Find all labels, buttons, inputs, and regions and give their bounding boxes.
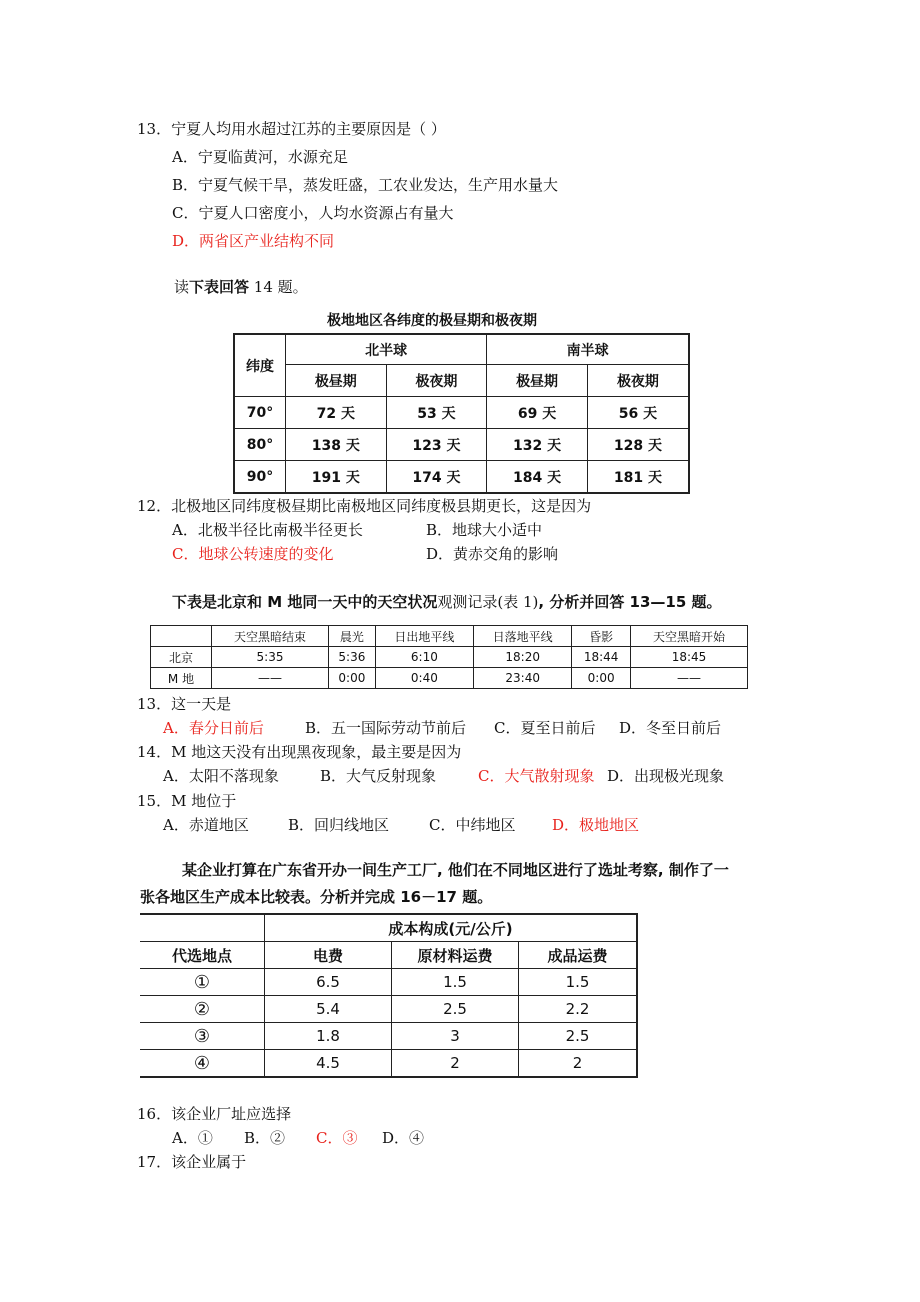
table-cell: ④ — [140, 1050, 265, 1078]
table-row — [140, 969, 637, 996]
south-night-header: 极夜期 — [587, 365, 689, 397]
table-row — [234, 397, 689, 429]
table-cell: 90° — [234, 461, 286, 494]
table-cell: ① — [140, 969, 265, 996]
table-cell: 5:36 — [329, 647, 376, 668]
table-cell: 23:40 — [474, 668, 572, 689]
q13a-stem: 13．宁夏人均用水超过江苏的主要原因是（ ） — [137, 120, 446, 138]
table-row — [140, 1023, 637, 1050]
table-cell: 2.5 — [392, 996, 519, 1023]
cost-group-header: 成本构成(元/公斤) — [265, 914, 638, 942]
north-day-header: 极昼期 — [286, 365, 387, 397]
table-header — [151, 626, 212, 647]
q13b-option-b: B．五一国际劳动节前后 — [305, 719, 467, 737]
sky-intro-bold1: 下表是北京和 M 地同一天中的天空状况 — [172, 593, 438, 611]
q15-option-b: B．回归线地区 — [288, 816, 390, 834]
read-intro-bold: 下表回答 — [189, 278, 250, 296]
factory-intro-line2: 张各地区生产成本比较表。分析并完成 16－17 题。 — [140, 888, 493, 906]
table-row — [151, 668, 748, 689]
q16-option-d: D．④ — [382, 1129, 425, 1147]
cost-table — [140, 913, 638, 1078]
table-cell: 18:20 — [474, 647, 572, 668]
table-cell: 北京 — [151, 647, 212, 668]
q12-option-d: D．黄赤交角的影响 — [426, 545, 559, 563]
sky-intro — [172, 591, 722, 612]
table-cell: 18:44 — [572, 647, 631, 668]
q12-option-c: C．地球公转速度的变化 — [172, 545, 334, 563]
table-cell: 80° — [234, 429, 286, 461]
table-cell: 1.5 — [519, 969, 638, 996]
q12-stem: 12．北极地区同纬度极昼期比南极地区同纬度极县期更长，这是因为 — [137, 497, 592, 515]
q16-stem: 16．该企业厂址应选择 — [137, 1105, 292, 1123]
table-cell: 56 天 — [587, 397, 689, 429]
table-cell: —— — [630, 668, 747, 689]
table-cell: 5.4 — [265, 996, 392, 1023]
table-cell: 1.5 — [392, 969, 519, 996]
q14-stem: 14．M 地这天没有出现黑夜现象，最主要是因为 — [137, 743, 462, 761]
table-row — [234, 429, 689, 461]
sky-intro-plain: 观测记录(表 1) — [437, 593, 539, 611]
lat-header: 纬度 — [234, 334, 286, 397]
south-day-header: 极昼期 — [487, 365, 588, 397]
factory-intro-line1: 某企业打算在广东省开办一间生产工厂, 他们在不同地区进行了选址考察, 制作了一 — [182, 861, 729, 879]
q15-option-a: A．赤道地区 — [163, 816, 249, 834]
north-night-header: 极夜期 — [386, 365, 487, 397]
table-cell: 132 天 — [487, 429, 588, 461]
table-cell: 53 天 — [386, 397, 487, 429]
q13a-option-d: D．两省区产业结构不同 — [172, 232, 335, 250]
table-cell: 2 — [519, 1050, 638, 1078]
q13a-option-c: C．宁夏人口密度小，人均水资源占有量大 — [172, 204, 454, 222]
q15-option-d: D．极地地区 — [552, 816, 640, 834]
table-cell: ③ — [140, 1023, 265, 1050]
q17-stem: 17．该企业属于 — [137, 1153, 247, 1171]
polar-table — [233, 333, 690, 494]
q13a-option-b: B．宁夏气候干旱，蒸发旺盛，工农业发达，生产用水量大 — [172, 176, 559, 194]
q12-option-a: A．北极半径比南极半径更长 — [172, 521, 363, 539]
table-cell: 0:00 — [329, 668, 376, 689]
table-cell: 2.5 — [519, 1023, 638, 1050]
table-row — [140, 996, 637, 1023]
q13b-option-c: C．夏至日前后 — [494, 719, 596, 737]
sky-table — [150, 625, 748, 689]
q15-stem: 15．M 地位于 — [137, 792, 237, 810]
site-header: 代选地点 — [140, 942, 265, 969]
table-cell: 2.2 — [519, 996, 638, 1023]
table-cell: 191 天 — [286, 461, 387, 494]
q14-option-d: D．出现极光现象 — [607, 767, 725, 785]
table-cell: 70° — [234, 397, 286, 429]
table-cell: 69 天 — [487, 397, 588, 429]
table-cell: 128 天 — [587, 429, 689, 461]
table-header: 日落地平线 — [474, 626, 572, 647]
table-cell: 3 — [392, 1023, 519, 1050]
table-cell: 6:10 — [375, 647, 473, 668]
table-cell: M 地 — [151, 668, 212, 689]
table-header: 昏影 — [572, 626, 631, 647]
table-header: 电费 — [265, 942, 392, 969]
sky-intro-bold2: , 分析并回答 13—15 题。 — [538, 593, 722, 611]
table-cell: 0:40 — [375, 668, 473, 689]
q14-option-c: C．大气散射现象 — [478, 767, 595, 785]
table-cell: 0:00 — [572, 668, 631, 689]
north-header: 北半球 — [286, 334, 487, 365]
q16-option-b: B．② — [244, 1129, 286, 1147]
q14-option-b: B．大气反射现象 — [320, 767, 437, 785]
q13a-option-a: A．宁夏临黄河，水源充足 — [172, 148, 348, 166]
table-cell: —— — [212, 668, 329, 689]
q13b-option-d: D．冬至日前后 — [619, 719, 722, 737]
table-row — [151, 647, 748, 668]
south-header: 南半球 — [487, 334, 689, 365]
table-cell: 138 天 — [286, 429, 387, 461]
table-cell: 1.8 — [265, 1023, 392, 1050]
q14-option-a: A．太阳不落现象 — [163, 767, 279, 785]
table-header: 原材料运费 — [392, 942, 519, 969]
table-header: 天空黑暗开始 — [630, 626, 747, 647]
table-cell: 2 — [392, 1050, 519, 1078]
table-header: 晨光 — [329, 626, 376, 647]
table-header: 日出地平线 — [375, 626, 473, 647]
table-cell: 4.5 — [265, 1050, 392, 1078]
polar-table-title: 极地地区各纬度的极昼期和极夜期 — [327, 313, 537, 329]
table-cell: 72 天 — [286, 397, 387, 429]
read-intro-tail: 14 题。 — [249, 278, 308, 296]
table-cell: 174 天 — [386, 461, 487, 494]
table-header: 天空黑暗结束 — [212, 626, 329, 647]
table-cell: 18:45 — [630, 647, 747, 668]
table-cell: 5:35 — [212, 647, 329, 668]
read-intro-plain: 读 — [174, 278, 190, 296]
read-intro — [174, 276, 308, 297]
table-cell: 181 天 — [587, 461, 689, 494]
table-cell: 6.5 — [265, 969, 392, 996]
table-header: 成品运费 — [519, 942, 638, 969]
q15-option-c: C．中纬地区 — [429, 816, 516, 834]
table-cell: 123 天 — [386, 429, 487, 461]
table-row — [140, 1050, 637, 1078]
q16-option-a: A．① — [172, 1129, 213, 1147]
q13b-stem: 13．这一天是 — [137, 695, 232, 713]
table-cell: ② — [140, 996, 265, 1023]
q13b-option-a: A．春分日前后 — [163, 719, 264, 737]
empty-corner — [140, 914, 265, 942]
table-row — [234, 461, 689, 494]
q16-option-c: C．③ — [316, 1129, 358, 1147]
table-cell: 184 天 — [487, 461, 588, 494]
q12-option-b: B．地球大小适中 — [426, 521, 543, 539]
